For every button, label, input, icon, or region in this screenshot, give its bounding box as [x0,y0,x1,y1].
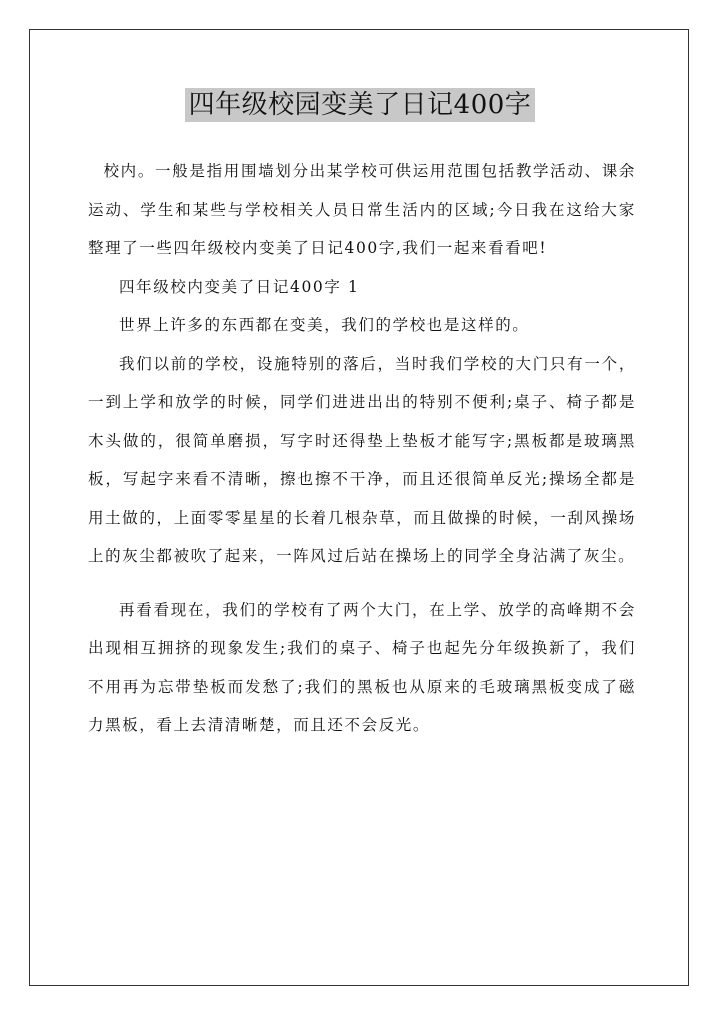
intro-paragraph: 校内。一般是指用围墙划分出某学校可供运用范围包括教学活动、课余运动、学生和某些与学校相关人员日常生活内的区域;今日我在这给大家整理了一些四年级校内变美了日记400字,我们一起来看看吧! [88,162,636,257]
paragraph-gap [88,576,636,591]
title-container [0,88,720,122]
body-paragraph-1: 世界上许多的东西都在变美，我们的学校也是这样的。 [119,316,530,334]
document-title: 四年级校园变美了日记400字 [185,88,536,122]
body-paragraph-2: 我们以前的学校，设施特别的落后，当时我们学校的大门只有一个，一到上学和放学的时候，同学们进进出出的特别不便利;桌子、椅子都是木头做的，很简单磨损，写字时还得垫上垫板才能写字;黑板都是玻璃黑板，写起字来看不清晰，擦也擦不干净，而且还很简单反光;操场全都是用土做的，上面零零星星的长着几根杂草，而且做操的时候，一刮风操场上的灰尘都被吹了起来，一阵风过后站在操场上的同学全身沾满了灰尘。 [88,354,636,565]
section-heading: 四年级校内变美了日记400字 1 [119,277,360,296]
body-paragraph-3: 再看看现在，我们的学校有了两个大门，在上学、放学的高峰期不会出现相互拥挤的现象发生;我们的桌子、椅子也起先分年级换新了，我们不用再为忘带垫板而发愁了;我们的黑板也从原来的毛玻璃黑板变成了磁力黑板，看上去清清晰楚，而且还不会反光。 [88,600,636,734]
document-body [88,152,636,745]
